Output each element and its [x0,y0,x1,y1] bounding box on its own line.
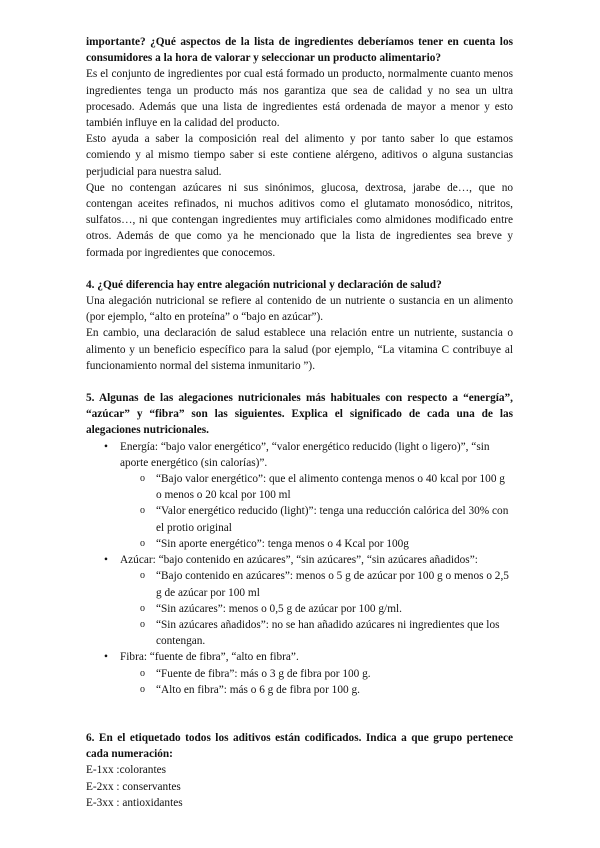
spacer [86,698,513,730]
section4-paragraph-2: En cambio, una declaración de salud establece una relación entre un nutriente, sustancia o alimento y un beneficio específico para la salud (por ejemplo, “La vitamina C contribuye al funcionamiento normal del sistema inmunitario ”). [86,327,513,372]
list-item: o “Bajo valor energético”: que el alimento contenga menos o 40 kcal por 100 g o menos o 20 kcal por 100 ml [120,471,513,503]
section5-question: 5. Algunas de las alegaciones nutricionales más habituales con respecto a “energía”, “azúcar” y “fibra” son las siguientes. Explica el significado de cada una de las alegaciones nutricionales. [86,392,513,437]
section3-question: importante? ¿Qué aspectos de la lista de ingredientes deberíamos tener en cuenta los consumidores a la hora de valorar y seleccionar un producto alimentario? [86,36,513,65]
list-item-sugar [86,552,513,649]
energy-sublist [120,471,513,552]
document-page [86,34,513,811]
section3-paragraph-2: Esto ayuda a saber la composición real del alimento y por tanto saber lo que estamos comiendo y al mismo tiempo saber si este contiene alérgeno, aditivos o alguna sustancias perjudicial para nuestra salud. [86,133,513,178]
additive-code-colorantes: E-1xx :colorantes [86,764,166,777]
list-item: o “Alto en fibra”: más o 6 g de fibra por 100 g. [120,682,513,698]
list-item: o “Fuente de fibra”: más o 3 g de fibra por 100 g. [120,666,513,682]
list-item: o “Sin azúcares”: menos o 0,5 g de azúcar por 100 g/ml. [120,601,513,617]
additive-code-antioxidantes: E-3xx : antioxidantes [86,796,183,809]
spacer [86,261,513,277]
list-item: o “Bajo contenido en azúcares”: menos o 5 g de azúcar por 100 g o menos o 2,5 g de azúcar por 100 ml [120,568,513,600]
section4-paragraph-1: Una alegación nutricional se refiere al contenido de un nutriente o sustancia en un alimento (por ejemplo, “alto en proteína” o “bajo en azúcar”). [86,295,513,324]
list-item: o “Valor energético reducido (light)”: tenga una reducción calórica del 30% con el protio original [120,503,513,535]
list-item: o “Sin aporte energético”: tenga menos o 4 Kcal por 100g [120,536,513,552]
list-item-energy [86,439,513,552]
section4-question: 4. ¿Qué diferencia hay entre alegación nutricional y declaración de salud? [86,278,442,291]
list-item-fiber [86,649,513,698]
additive-code-conservantes: E-2xx : conservantes [86,780,181,793]
fiber-claims-label: Fibra: “fuente de fibra”, “alto en fibra”. [120,651,299,664]
section3-paragraph-3: Que no contengan azúcares ni sus sinónimos, glucosa, dextrosa, jarabe de…, que no contengan aceites refinados, ni muchos aditivos como el glutamato monosódico, nitritos, sulfatos…, ni que contengan ingredientes muy artificiales como almidones modificado entre otros. Además de que como ya he mencionado que la lista de ingredientes sea breve y formada por ingredientes que conocemos. [86,181,513,259]
section6-question: 6. En el etiquetado todos los aditivos están codificados. Indica a que grupo pertenece cada numeración: [86,731,513,761]
section3-paragraph-1: Es el conjunto de ingredientes por cual está formado un producto, normalmente cuanto menos ingredientes tenga un producto más nos garantiza que sea de calidad y no sea un ultra procesado. Además que una lista de ingredientes está ordenada de mayor a menor y esto también influye en la calidad del producto. [86,68,513,130]
energy-claims-label: Energía: “bajo valor energético”, “valor energético reducido (light o ligero)”, “sin aporte energético (sin calorías)”. [120,440,490,469]
sugar-claims-label: Azúcar: “bajo contenido en azúcares”, “sin azúcares”, “sin azúcares añadidos”: [120,554,478,567]
spacer [86,374,513,390]
fiber-sublist [120,666,513,698]
list-item: o “Sin azúcares añadidos”: no se han añadido azúcares ni ingredientes que los contengan. [120,617,513,649]
sugar-sublist [120,568,513,649]
claims-list [86,439,513,698]
